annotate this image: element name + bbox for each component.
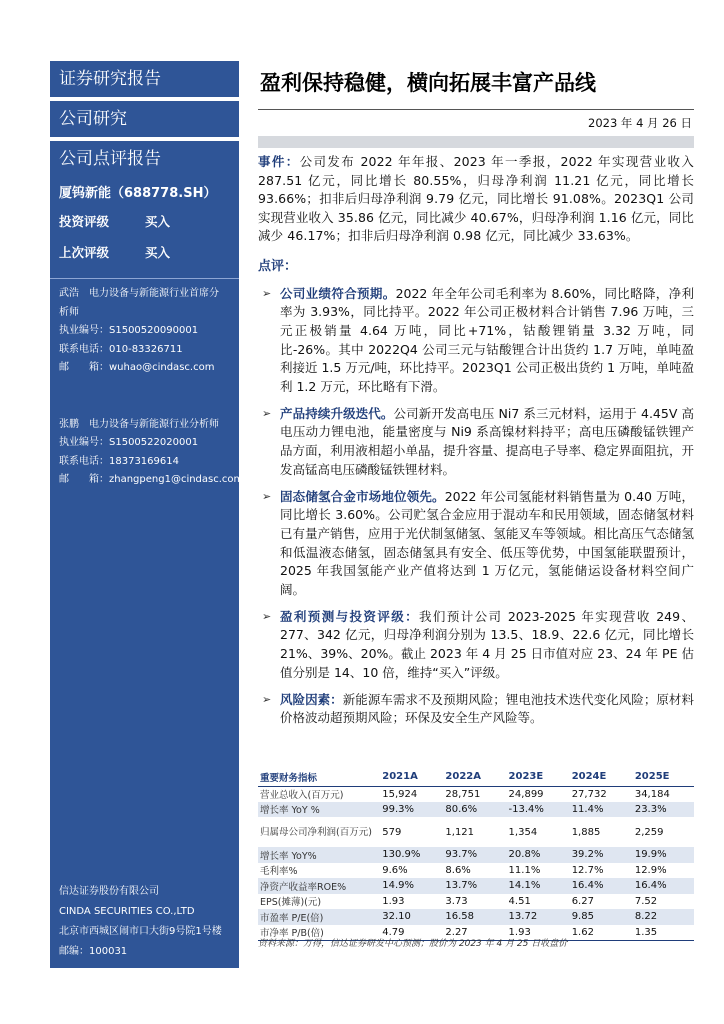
table-cell: 34,184 xyxy=(634,788,670,800)
category: 公司研究 xyxy=(50,101,239,138)
table-cell: 16.4% xyxy=(568,878,631,894)
event-text: 公司发布 2022 年年报、2023 年一季报，2022 年实现营业收入 287.51 亿元，同比增长 80.55%，归母净利润 11.21 亿元，同比增长 93.66%；扣非后归母净利润 9.79 亿元，同比增长 91.08%。2023Q1 公司实现营业收入 35.86 亿元，同比减少 40.67%，归母净利润 1.16 亿元，同比减少 46.17%；扣非后归母净利润 0.98 亿元，同比减少 33.63%。 xyxy=(258,154,694,243)
table-row-label: 市盈率 P/E(倍) xyxy=(258,909,378,925)
table-cell: 1.62 xyxy=(568,925,631,941)
table-cell: 1,121 xyxy=(445,826,475,838)
table-cell: 32.10 xyxy=(378,909,441,925)
table-cell: 4.51 xyxy=(508,895,531,907)
table-cell: 7.52 xyxy=(634,895,658,907)
table-cell: 20.8% xyxy=(505,847,568,863)
table-cell: 8.6% xyxy=(445,864,471,876)
table-row xyxy=(258,909,694,925)
bullet-item xyxy=(258,608,694,683)
table-cell: 4.79 xyxy=(378,925,441,941)
table-cell: 12.7% xyxy=(571,864,604,876)
table-row xyxy=(258,817,694,847)
table-row-label: 毛利率% xyxy=(260,866,298,878)
table-header-cell: 2025E xyxy=(631,768,694,786)
analyst-1 xyxy=(50,285,239,378)
table-cell: 11.4% xyxy=(568,802,631,818)
table-cell: 9.85 xyxy=(568,909,631,925)
table-cell: 28,751 xyxy=(445,788,481,800)
analyst-title: 电力设备与新能源行业分析师 xyxy=(89,418,219,430)
table-cell: 16.4% xyxy=(631,878,694,894)
bullet-text: 2022 年全年公司毛利率为 8.60%，同比略降，净利率为 3.93%，同比持平。2022 年公司正极材料合计销售 7.96 万吨，三元正极销量 4.64 万吨，同比+71%，钴酸锂销量 3.32 万吨，同比-26%。其中 2022Q4 公司三元与钴酸锂合计出货约 1.7 万吨，单吨盈利接近 1.5 万元/吨，环比持平。2023Q1 公司正极出货约 1 万吨，单吨盈利 1.2 万元，环比略有下滑。 xyxy=(280,285,695,395)
table-cell: 12.9% xyxy=(634,864,667,876)
rating-row xyxy=(50,206,239,237)
bullet-heading: 公司业绩符合预期。 xyxy=(280,285,396,301)
analyst-title: 电力设备与新能源行业首席分 xyxy=(89,288,219,299)
table-cell: 1,885 xyxy=(571,826,601,838)
report-date: 2023 年 4 月 26 日 xyxy=(588,116,692,130)
table-row xyxy=(258,878,694,894)
table-cell: 39.2% xyxy=(568,847,631,863)
table-row xyxy=(258,894,694,910)
table-cell: 8.22 xyxy=(631,909,694,925)
table-cell: 23.3% xyxy=(631,802,694,818)
analyst-name: 张鹏 xyxy=(59,418,79,430)
bullet-text: 2022 年公司氢能材料销售量为 0.40 万吨，同比增长 3.60%。公司贮氢合金应用于混动车和民用领域，固态储氢材料已有量产销售，应用于光伏制氢储氢、氢能叉车等领域。相比高压气态储氢和低温液态储氢，固态储氢具有安全、低压等优势，中国氢能联盟预计， 2025 年我国氢能产业产值将达到 1 万亿元，氢能储运设备材料空间广阔。 xyxy=(280,488,694,598)
table-header-cell: 2024E xyxy=(568,768,631,786)
table-header-row xyxy=(258,768,694,786)
table-cell: 13.7% xyxy=(441,878,504,894)
prev-rating-value: 买入 xyxy=(145,245,171,260)
table-cell: 93.7% xyxy=(441,847,504,863)
divider xyxy=(50,278,239,279)
table-cell: 130.9% xyxy=(378,847,441,863)
firm-postcode: 邮编：100031 xyxy=(59,946,128,957)
arrow-bullet-icon: ➢ xyxy=(262,489,272,503)
table-cell: 9.6% xyxy=(382,864,408,876)
table-cell: 11.1% xyxy=(508,864,541,876)
table-cell: 16.58 xyxy=(441,909,504,925)
report-title: 盈利保持稳健，横向拓展丰富产品线 xyxy=(260,71,596,95)
analyst-name: 武浩 xyxy=(59,288,79,299)
table-cell: 14.1% xyxy=(505,878,568,894)
table-cell: 15,924 xyxy=(382,788,418,800)
rating-value: 买入 xyxy=(145,214,171,229)
firm-footer xyxy=(50,882,239,968)
table-cell: 19.9% xyxy=(631,847,694,863)
firm-name-cn: 信达证券股份有限公司 xyxy=(59,886,159,897)
bullet-item xyxy=(258,691,694,728)
table-cell: 3.73 xyxy=(445,895,468,907)
table-cell: 80.6% xyxy=(441,802,504,818)
analyst-email[interactable]: 邮 箱：wuhao@cindasc.com xyxy=(59,362,215,373)
firm-name-en: CINDA SECURITIES CO.,LTD xyxy=(59,906,195,917)
table-header-cell: 2021A xyxy=(378,768,441,786)
table-row xyxy=(258,786,694,802)
rating-label: 投资评级 xyxy=(59,214,110,229)
table-cell: 2,259 xyxy=(634,826,664,838)
event-label: 事件： xyxy=(258,154,300,169)
table-cell: -13.4% xyxy=(505,802,568,818)
prev-rating-label: 上次评级 xyxy=(59,245,110,260)
analyst-2 xyxy=(50,416,244,490)
table-cell: 1,354 xyxy=(508,826,538,838)
event-paragraph xyxy=(258,153,694,246)
table-cell: 99.3% xyxy=(378,802,441,818)
bullet-heading: 产品持续升级迭代。 xyxy=(280,405,394,421)
analyst-email[interactable]: 邮 箱：zhangpeng1@cindasc.com xyxy=(59,474,244,485)
bullet-item xyxy=(258,488,694,600)
arrow-bullet-icon: ➢ xyxy=(262,286,272,300)
analyst-phone: 联系电话：010-83326711 xyxy=(59,343,183,355)
divider-bar xyxy=(258,136,694,148)
table-cell: 6.27 xyxy=(571,895,594,907)
bullet-heading: 盈利预测与投资评级： xyxy=(280,608,420,624)
analyst-phone: 联系电话：18373169614 xyxy=(59,455,179,467)
bullet-item xyxy=(258,285,694,397)
table-row xyxy=(258,847,694,863)
report-type: 证券研究报告 xyxy=(50,61,239,98)
bullet-heading: 风险因素： xyxy=(280,691,343,707)
analyst-title-cont: 析师 xyxy=(59,306,79,318)
prev-rating-row xyxy=(50,237,239,268)
financial-table xyxy=(258,768,694,941)
table-cell: 2.27 xyxy=(441,925,504,941)
table-row xyxy=(258,802,694,818)
bullet-item xyxy=(258,405,694,480)
bullet-heading: 固态储氢合金市场地位领先。 xyxy=(280,488,445,504)
analyst-license: 执业编号：S1500522020001 xyxy=(59,437,199,448)
bullet-text: 新能源车需求不及预期风险；锂电池技术迭代变化风险；原材料价格波动超预期风险；环保及安全生产风险等。 xyxy=(280,691,694,726)
company-name: 厦钨新能（688778.SH） xyxy=(59,186,217,201)
table-row-label: 净资产收益率ROE% xyxy=(258,878,378,894)
table-row-label: 增长率 YoY% xyxy=(258,847,378,863)
arrow-bullet-icon: ➢ xyxy=(262,406,272,420)
subcategory: 公司点评报告 xyxy=(59,149,161,169)
table-row-label: 归属母公司净利润(百万元) xyxy=(260,826,372,838)
table-cell: 27,732 xyxy=(571,788,607,800)
table-header-cell: 2023E xyxy=(505,768,568,786)
sidebar xyxy=(50,61,244,968)
table-source-note: 资料来源：万得，信达证券研发中心预测；股价为 2023 年 4 月 25 日收盘价 xyxy=(258,939,568,949)
arrow-bullet-icon: ➢ xyxy=(262,692,272,706)
table-cell: 1.93 xyxy=(382,895,405,907)
table-cell: 579 xyxy=(382,826,402,838)
analyst-license: 执业编号：S1500520090001 xyxy=(59,325,199,336)
table-header-cell: 重要财务指标 xyxy=(258,768,378,786)
table-cell: 13.72 xyxy=(505,909,568,925)
table-cell: 1.93 xyxy=(505,925,568,941)
table-row-label: EPS(摊薄)(元) xyxy=(260,897,322,909)
table-row-label: 营业总收入(百万元) xyxy=(260,790,344,801)
comment-heading: 点评： xyxy=(258,258,298,274)
table-header-cell: 2022A xyxy=(441,768,504,786)
main-content xyxy=(258,61,695,949)
table-row-label: 增长率 YoY % xyxy=(258,802,378,818)
arrow-bullet-icon: ➢ xyxy=(262,609,272,623)
firm-address: 北京市西城区闹市口大街9号院1号楼 xyxy=(59,926,222,937)
table-row-label: 市净率 P/B(倍) xyxy=(258,925,378,941)
bullet-text: 公司新开发高电压 Ni7 系三元材料，运用于 4.45V 高电压动力锂电池，能量密度与 Ni9 系高镍材料持平；高电压磷酸锰铁锂产品方面，利用液相超小单晶，提升容量、提高电子导率、稳定界面阻抗，开发高锰高电压磷酸锰铁锂材料。 xyxy=(280,405,694,477)
table-cell: 24,899 xyxy=(508,788,544,800)
table-cell: 14.9% xyxy=(378,878,441,894)
table-row xyxy=(258,863,694,879)
table-cell: 1.35 xyxy=(631,925,694,941)
bullet-text: 我们预计公司 2023-2025 年实现营收 249、277、342 亿元，归母净利润分别为 13.5、18.9、22.6 亿元，同比增长 21%、39%、20%。截止 2023 年 4 月 25 日市值对应 23、24 年 PE 估值分别是 14、10 倍，维持“买入”评级。 xyxy=(280,608,694,680)
